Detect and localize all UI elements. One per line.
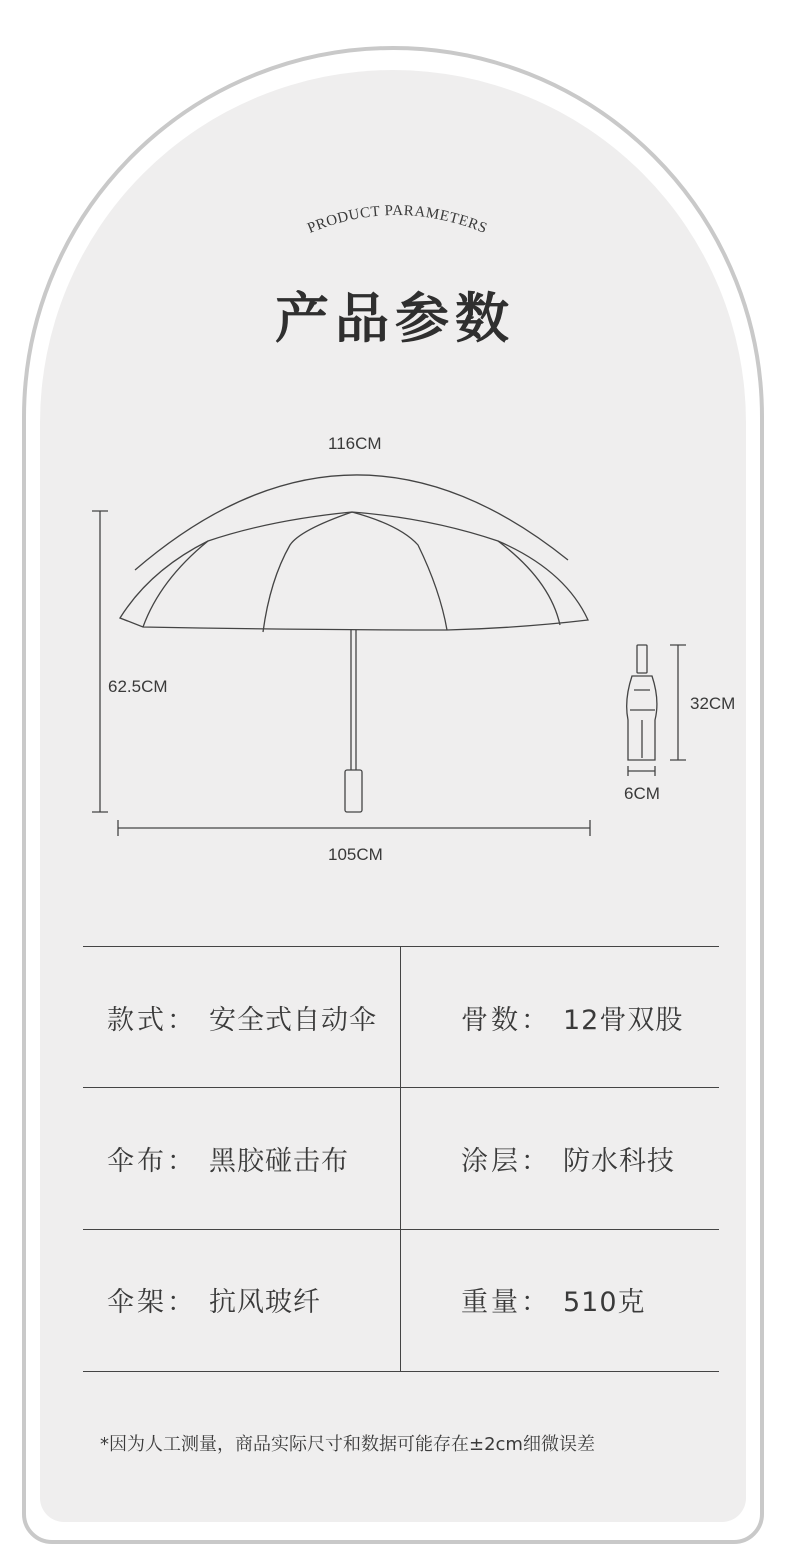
height-dimension-line [92, 511, 108, 812]
page-title: 产品参数 [275, 287, 515, 350]
spec-label: 款式： [107, 1005, 197, 1036]
folded-width-line [628, 766, 655, 776]
umbrella-shaft [351, 630, 356, 770]
spec-value: 防水科技 [563, 1146, 675, 1177]
spec-label: 骨数： [461, 1005, 551, 1036]
folded-length-label: 32CM [690, 694, 736, 713]
folded-width-label: 6CM [624, 784, 660, 803]
spec-label: 重量： [461, 1287, 551, 1318]
measurement-footnote: *因为人工测量，商品实际尺寸和数据可能存在±2cm细微误差 [100, 1434, 595, 1455]
spec-value: 12骨双股 [563, 1005, 684, 1036]
open-width-label: 105CM [328, 845, 383, 864]
arc-length-label: 116CM [328, 434, 382, 453]
arc-length-line [135, 475, 568, 570]
spec-cell-weight [461, 1229, 646, 1370]
spec-label: 伞架： [107, 1287, 197, 1318]
spec-cell-style [107, 947, 377, 1088]
spec-value: 黑胶碰击布 [209, 1146, 349, 1177]
folded-umbrella-handle [637, 645, 647, 673]
table-divider-vertical [400, 947, 401, 1371]
spec-cell-fabric [107, 1088, 349, 1229]
spec-value: 抗风玻纤 [209, 1287, 321, 1318]
spec-cell-ribs [461, 947, 683, 1088]
subtitle-text: PRODUCT PARAMETERS [305, 202, 490, 238]
folded-length-line [670, 645, 686, 760]
spec-cell-coating [461, 1088, 675, 1229]
spec-label: 涂层： [461, 1146, 551, 1177]
spec-value: 510克 [563, 1287, 646, 1318]
umbrella-canopy [120, 512, 588, 630]
umbrella-handle [345, 770, 362, 812]
spec-table [83, 946, 719, 1372]
spec-cell-frame [107, 1229, 321, 1370]
width-dimension-line [118, 820, 590, 836]
spec-label: 伞布： [107, 1146, 197, 1177]
spec-value: 安全式自动伞 [209, 1005, 377, 1036]
open-height-label: 62.5CM [108, 677, 168, 696]
